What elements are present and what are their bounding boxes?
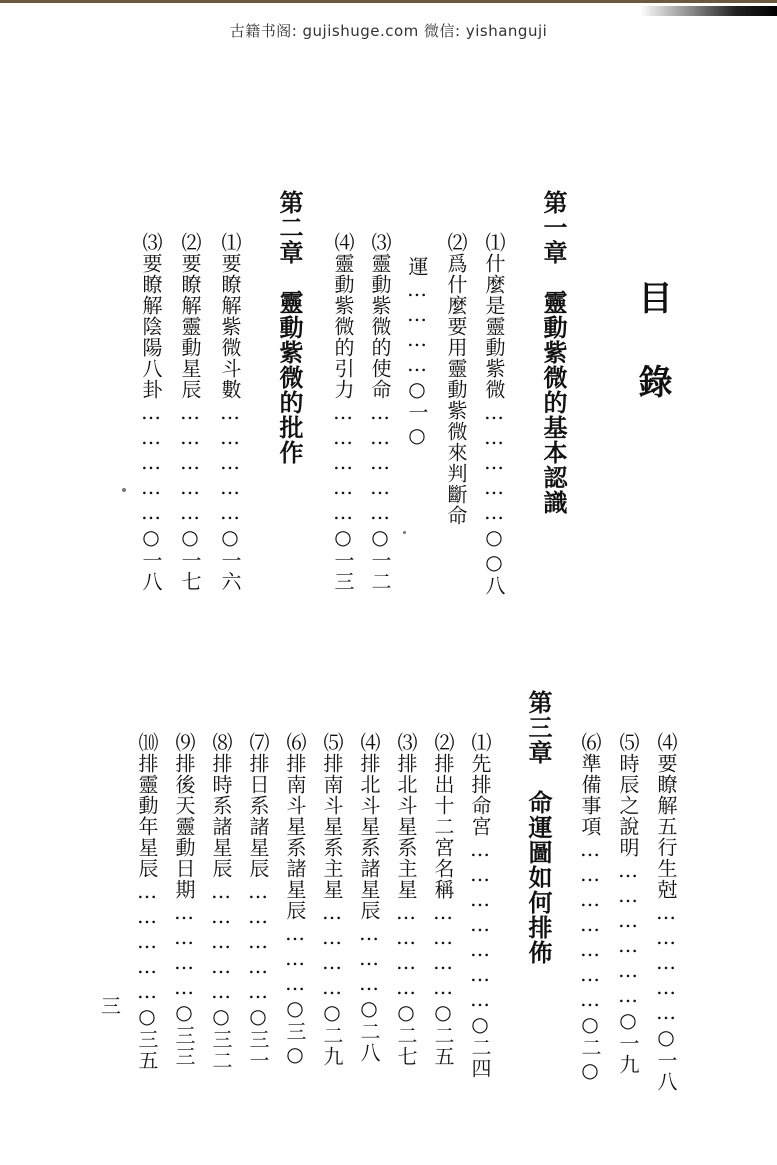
toc-entry: ⑷要瞭解五行生尅……………○一八 bbox=[654, 732, 678, 1092]
toc-entry: ⑴要瞭解紫微斗數……………○一六 bbox=[218, 232, 242, 592]
page-title: 目錄 bbox=[632, 280, 672, 448]
toc-entry: ⑴什麼是靈動紫微……………○○八 bbox=[482, 232, 506, 596]
toc-entry: ⑻排時系諸星辰……………○三二 bbox=[209, 732, 233, 1071]
chapter-2-heading: 第二章 靈動紫微的批作 bbox=[275, 190, 304, 465]
top-border bbox=[0, 0, 777, 3]
toc-entry: ⑶靈動紫微的使命……………○一二 bbox=[368, 232, 392, 592]
scan-speck bbox=[122, 488, 126, 492]
toc-entry: ⑼排後天靈動日期…………○三三 bbox=[172, 732, 196, 1067]
toc-entry: ⑶排北斗星系主星…………○二七 bbox=[394, 732, 418, 1067]
toc-entry: ⑽排靈動年星辰……………○三五 bbox=[135, 732, 159, 1071]
toc-entry: ⑵要瞭解靈動星辰……………○一七 bbox=[178, 232, 202, 592]
scan-speck bbox=[403, 531, 406, 534]
toc-entry: ⑹準備事項…………………○二○ bbox=[578, 732, 602, 1083]
page-number: 三 bbox=[101, 994, 121, 1018]
toc-entry: ⑺排日系諸星辰……………○三一 bbox=[246, 732, 270, 1071]
watermark-header: 古籍书阁: gujishuge.com 微信: yishanguji bbox=[229, 22, 548, 40]
chapter-3-heading: 第三章 命運圖如何排佈 bbox=[524, 690, 553, 965]
toc-entry: ⑹排南斗星系諸星辰………○三○ bbox=[283, 732, 307, 1067]
chapter-1-heading: 第一章 靈動紫微的基本認識 bbox=[539, 190, 568, 515]
toc-entry: 運…………○一○ bbox=[405, 256, 429, 448]
toc-entry: ⑷排北斗星系諸星辰………○二八 bbox=[357, 732, 381, 1063]
toc-entry: ⑶要瞭解陰陽八卦……………○一八 bbox=[139, 232, 163, 592]
toc-entry: ⑴先排命宮…………………○二四 bbox=[468, 732, 492, 1079]
toc-entry: ⑵爲什麼要用靈動紫微來判斷命 bbox=[444, 232, 468, 526]
top-border-shadow bbox=[640, 6, 777, 16]
toc-entry: ⑷靈動紫微的引力……………○一三 bbox=[331, 232, 355, 592]
toc-entry: ⑵排出十二宮名稱…………○二五 bbox=[431, 732, 455, 1067]
toc-entry: ⑸排南斗星系主星…………○二九 bbox=[320, 732, 344, 1067]
toc-entry: ⑸時辰之說明………………○一九 bbox=[616, 732, 640, 1075]
